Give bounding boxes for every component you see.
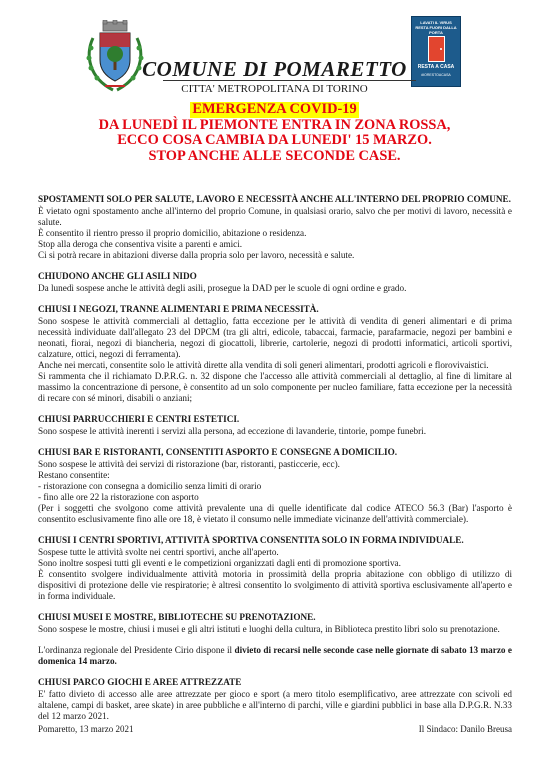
headline-line-2: DA LUNEDÌ IL PIEMONTE ENTRA IN ZONA ROSSA,	[98, 116, 451, 133]
rule-section	[38, 447, 512, 525]
section-line: Si rammenta che il richiamato D.P.R.G. n. 32 dispone che l'accesso alle attività commerciali al dettaglio, al fine di limitare al massimo la concentrazione di persone, è consentito ad un solo componente per nucleo familiare, fatta eccezione per la necessità di recare con sé minori, disabili o anziani;	[38, 371, 512, 403]
section-title: CHIUSI I NEGOZI, TRANNE ALIMENTARI E PRIMA NECESSITÀ.	[38, 304, 319, 314]
section-title: CHIUSI MUSEI E MOSTRE, BIBLIOTECHE SU PRENOTAZIONE.	[38, 612, 316, 622]
section-line: Sospese tutte le attività svolte nei centri sportivi, anche all'aperto.	[38, 547, 279, 557]
section-line: Anche nei mercati, consentite solo le attività dirette alla vendita di soli generi alimentari, prodotti agricoli e florovivaistici.	[38, 360, 489, 370]
section-line: Sono sospese le attività dei servizi di ristorazione (bar, ristoranti, pasticcerie, ecc).	[38, 459, 340, 469]
section-line: È vietato ogni spostamento anche all'interno del proprio Comune, in qualsiasi orario, salvo che per motivi di lavoro, necessità e salute.	[38, 206, 512, 227]
section-line: - ristorazione con consegna a domicilio senza limiti di orario	[38, 481, 262, 491]
rule-section	[38, 304, 512, 404]
section-title: CHIUSI I CENTRI SPORTIVI, ATTIVITÀ SPORTIVA CONSENTITA SOLO IN FORMA INDIVIDUALE.	[38, 535, 464, 545]
municipality-title: COMUNE DI POMARETTO	[142, 57, 407, 81]
headline-line-1: EMERGENZA COVID-19	[192, 101, 357, 117]
rule-section	[38, 271, 512, 294]
section-parks	[38, 677, 512, 722]
section-line: È consentito il rientro presso il proprio domicilio, abitazione o residenza.	[38, 228, 307, 238]
place-date: Pomaretto, 13 marzo 2021	[38, 724, 134, 734]
section-line: Stop alla deroga che consentiva visite a parenti e amici.	[38, 239, 243, 249]
municipality-subtitle: CITTA' METROPOLITANA DI TORINO	[181, 83, 368, 95]
ordinance-bold: divieto di recarsi nelle seconde case nelle giornate di sabato 13 marzo e domenica 14 marzo.	[38, 645, 512, 666]
section-title: CHIUSI BAR E RISTORANTI, CONSENTITI ASPORTO E CONSEGNE A DOMICILIO.	[38, 447, 398, 457]
rule-section	[38, 535, 512, 602]
rules-sections	[38, 194, 512, 635]
ordinance-paragraph	[38, 645, 512, 667]
section-line: Ci si potrà recare in abitazioni diverse dalla propria solo per lavoro, necessità e salute.	[38, 250, 355, 260]
rule-section	[38, 194, 512, 261]
ordinance-intro: L'ordinanza regionale del Presidente Cirio dispone il	[38, 645, 235, 655]
section-title: CHIUSI PARCO GIOCHI E AREE ATTREZZATE	[38, 677, 242, 687]
section-line: Sono sospese le attività inerenti i servizi alla persona, ad eccezione di lavanderie, tintorie, pompe funebri.	[38, 426, 427, 436]
rule-section	[38, 612, 512, 635]
section-line: - fino alle ore 22 la ristorazione con asporto	[38, 492, 199, 502]
poster-top-text: LAVATI IL VIRUS RESTA FUORI DALLA PORTA	[415, 20, 457, 35]
title-underline	[163, 80, 416, 81]
section-line: (Per i soggetti che svolgono come attività prevalente una di quelle identificate dal codice ATECO 56.3 (Bar) l'asporto è consentito esclusivamente fino alle ore 18, è vietato il consumo nelle immediate vicinanze dell'attività commerciale).	[38, 503, 512, 524]
section-line: Da lunedì sospese anche le attività degli asili, prosegue la DAD per le scuole di ogni ordine e grado.	[38, 283, 407, 293]
rule-section	[38, 414, 512, 437]
section-line: Sono sospese le mostre, chiusi i musei e gli altri istituti e luoghi della cultura, in Biblioteca prestito libri solo su prenotazione.	[38, 624, 500, 634]
section-title: CHIUDONO ANCHE GLI ASILI NIDO	[38, 271, 197, 281]
section-line: È consentito svolgere individualmente attività motoria in prossimità della propria abitazione con obbligo di utilizzo di dispositivi di protezione delle vie respiratorie; è altresì consentito lo svolgimento di attività sportiva esclusivamente all'aperto e in forma individuale.	[38, 569, 512, 601]
poster-bottom-text: #IORESTOACASA	[421, 73, 451, 77]
section-title: CHIUSI PARRUCCHIERI E CENTRI ESTETICI.	[38, 414, 240, 424]
section-line: Restano consentite:	[38, 470, 110, 480]
mayor-signature: Il Sindaco: Danilo Breusa	[418, 724, 512, 734]
section-line: Sono inoltre sospesi tutti gli eventi e le competizioni organizzati dagli enti di promozione sportiva.	[38, 558, 401, 568]
headline-line-4: STOP ANCHE ALLE SECONDE CASE.	[148, 147, 401, 164]
section-line: E' fatto divieto di accesso alle aree attrezzate per gioco e sport (a mero titolo esemplificativo, aree attrezzate con scivoli ed altalene, campi di basket, aree skate) in aree pubbliche e all'interno di parchi, ville e giardini pubblici in base alla D.P.G.R. N.33 del 12 marzo 2021.	[38, 689, 512, 721]
headline-line-3: ECCO COSA CAMBIA DA LUNEDI' 15 MARZO.	[117, 132, 432, 148]
emergency-headline	[0, 102, 549, 164]
section-title: SPOSTAMENTI SOLO PER SALUTE, LAVORO E NECESSITÀ ANCHE ALL'INTERNO DEL PROPRIO COMUNE.	[38, 194, 511, 204]
notice-body	[38, 194, 512, 732]
section-line: Sono sospese le attività commerciali al dettaglio, fatta eccezione per le attività di vendita di generi alimentari e di prima necessità individuate dall'allegato 23 del DPCM (tra gli altri, edicole, tabaccai, farmacie, parafarmacie, negozi per bambini e neonati, fiorai, negozi di biancheria, negozi di giocattoli, librerie, cartolerie, negozi di prodotti informatici, articoli sportivi, calzature, ottici, negozi di ferramenta).	[38, 316, 512, 359]
poster-main-text: RESTA A CASA	[417, 64, 455, 70]
